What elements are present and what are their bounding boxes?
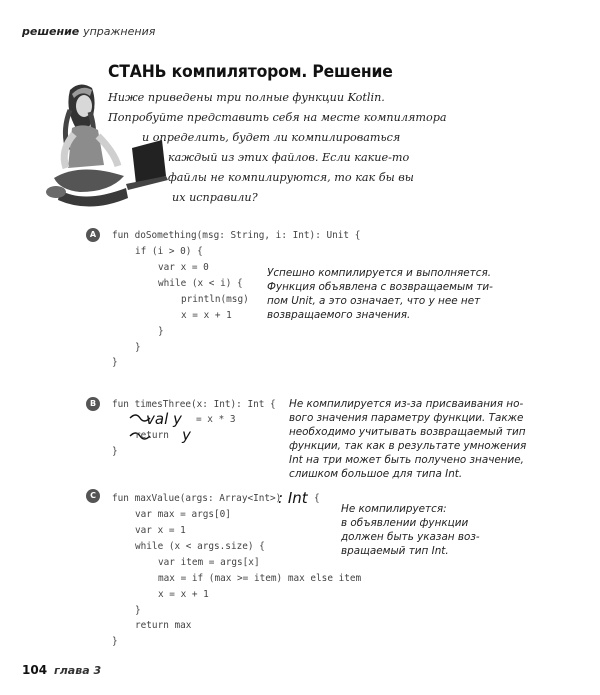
code-line: } [135, 605, 141, 616]
note-a-line: Успешно компилируется и выполняется. [267, 267, 491, 279]
code-line: println(msg) [181, 294, 249, 305]
code-line: var x = 1 [135, 525, 186, 536]
intro-line-4: каждый из этих файлов. Если какие-то [168, 151, 410, 164]
code-line: { [314, 493, 320, 504]
section-label-sub: упражнения [83, 25, 156, 38]
code-line: while (x < i) { [158, 278, 243, 289]
code-line: var item = args[x] [158, 557, 260, 568]
page-header [0, 0, 600, 46]
note-c-line: вращаемый тип Int. [341, 545, 449, 557]
intro-line-2: Попробуйте представить себя на месте компилятора [108, 111, 447, 124]
badge-c: C [86, 489, 100, 503]
code-line: x = x + 1 [158, 589, 209, 600]
code-line: } [158, 326, 164, 337]
note-c [341, 502, 480, 558]
note-c-line: в объявлении функции [341, 517, 469, 529]
code-line: } [112, 636, 118, 647]
code-line: return max [135, 620, 192, 631]
code-line: max = if (max >= item) max else item [158, 573, 362, 584]
code-line: x = x + 1 [181, 310, 232, 321]
intro-line-5: файлы не компилируются, то как бы вы [168, 171, 414, 184]
code-line: var x = 0 [158, 262, 209, 273]
section-label [22, 25, 155, 38]
handwritten-val-y: val y [146, 410, 182, 428]
note-b-line: вого значения параметру функции. Также [289, 412, 524, 424]
chapter-label: глава 3 [54, 664, 102, 677]
handwritten-y: y [182, 426, 191, 444]
code-line: if (i > 0) { [135, 246, 203, 257]
page-title: СТАНЬ компилятором. Решение [108, 62, 393, 82]
note-b-line: необходимо учитывать возвращаемый тип [289, 426, 526, 438]
code-line: fun doSomething(msg: String, i: Int): Unit { [112, 230, 361, 241]
code-line: fun maxValue(args: Array<Int>) [112, 493, 282, 504]
code-line: = x * 3 [196, 414, 236, 425]
note-a-line: возвращаемого значения. [267, 309, 411, 321]
note-a [267, 266, 493, 322]
intro-line-6: их исправили? [172, 191, 258, 204]
intro-line-3: и определить, будет ли компилироваться [142, 131, 401, 144]
code-line: } [112, 357, 118, 368]
badge-b: B [86, 397, 100, 411]
section-label-main: решение [22, 25, 80, 38]
code-line: fun timesThree(x: Int): Int { [112, 399, 276, 410]
note-b-line: Int на три может быть получено значение, [289, 454, 524, 466]
note-c-line: Не компилируется: [341, 503, 447, 515]
intro-line-1: Ниже приведены три полные функции Kotlin. [108, 91, 385, 104]
code-line: } [135, 342, 141, 353]
note-b-line: слишком большое для типа Int. [289, 468, 463, 480]
code-line: return [135, 430, 169, 441]
badge-a: A [86, 228, 100, 242]
code-line: while (x < args.size) { [135, 541, 265, 552]
handwritten-int: : Int [278, 489, 308, 507]
code-line: } [112, 446, 118, 457]
note-a-line: пом Unit, а это означает, что у нее нет [267, 295, 481, 307]
note-b [289, 397, 526, 481]
page-number: 104 [22, 663, 48, 677]
code-line: var max = args[0] [135, 509, 231, 520]
note-c-line: должен быть указан воз- [341, 531, 480, 543]
note-b-line: функции, так как в результате умножения [289, 440, 527, 452]
note-a-line: Функция объявлена с возвращаемым ти- [267, 281, 493, 293]
note-b-line: Не компилируется из-за присваивания но- [289, 398, 524, 410]
